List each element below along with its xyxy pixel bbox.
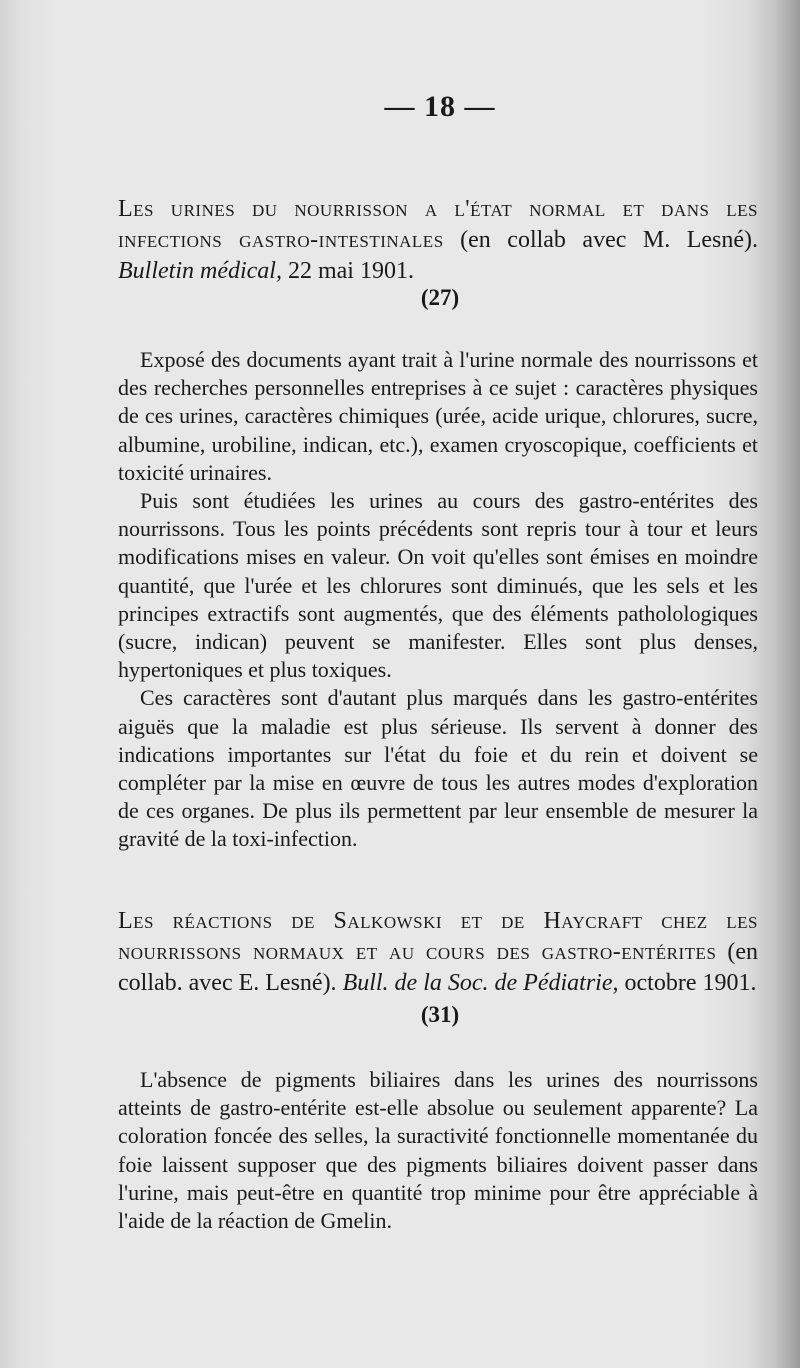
entry-title-2	[118, 906, 758, 999]
entry-date: 22 mai 1901.	[281, 258, 414, 284]
abstract-paragraph: Puis sont étudiées les urines au cours des gastro-entérites des nourrissons. Tous les points précédents sont repris tour à tour et leurs modifications mises en valeur. On voit qu'elles sont émises en moindre quantité, que l'urée et les chlorures sont diminués, que les sels et les principes extractifs sont augmentés, que des éléments patholologiques (sucre, indican) peuvent se manifester. Elles sont plus denses, hypertoniques et plus toxiques.	[118, 488, 758, 683]
entry-date: octobre 1901.	[618, 970, 757, 996]
entry-journal: Bulletin médical,	[118, 258, 282, 284]
entry-title-text: Les réactions de Salkowski et de Haycraft chez les nourrissons normaux et au cours des gastro-entérites	[118, 908, 758, 965]
abstract-paragraph: Ces caractères sont d'autant plus marqués dans les gastro-entérites aiguës que la maladie est plus sérieuse. Ils servent à donner des indications importantes sur l'état du foie et du rein et doivent se compléter par la mise en œuvre de tous les autres modes d'exploration de ces organes. De plus ils permettent par leur ensemble de mesurer la gravité de la toxi-infection.	[118, 685, 758, 852]
abstract-paragraph: L'absence de pigments biliaires dans les urines des nourrissons atteints de gastro-entérite est-elle absolue ou seulement apparente? La coloration foncée des selles, la suractivité fonctionnelle momentanée du foie laissent supposer que des pigments biliaires doivent passer dans l'urine, mais peut-être en quantité trop minime pour être appréciable à l'aide de la réaction de Gmelin.	[118, 1067, 758, 1234]
reference-number-2: (31)	[420, 1002, 460, 1027]
entry-journal: Bull. de la Soc. de Pédiatrie,	[342, 970, 619, 996]
reference-number-1: (27)	[420, 285, 460, 310]
abstract-2	[118, 1066, 758, 1235]
entry-title-1	[118, 194, 758, 287]
entry-collab: (en collab. avec E. Lesné).	[118, 939, 758, 996]
abstract-paragraph: Exposé des documents ayant trait à l'urine normale des nourrissons et des recherches personnelles entreprises à ce sujet : caractères physiques de ces urines, caractères chimiques (urée, acide urique, chlorures, sucre, albumine, urobiline, indican, etc.), examen cryoscopique, coefficients et toxicité urinaires.	[118, 347, 758, 485]
abstract-1	[118, 346, 758, 854]
page-number: — 18 —	[384, 90, 496, 123]
entry-collab: (en collab avec M. Lesné).	[443, 227, 758, 253]
entry-title-text: Les urines du nourrisson a l'état normal et dans les infections gastro-intestinales	[118, 196, 758, 253]
